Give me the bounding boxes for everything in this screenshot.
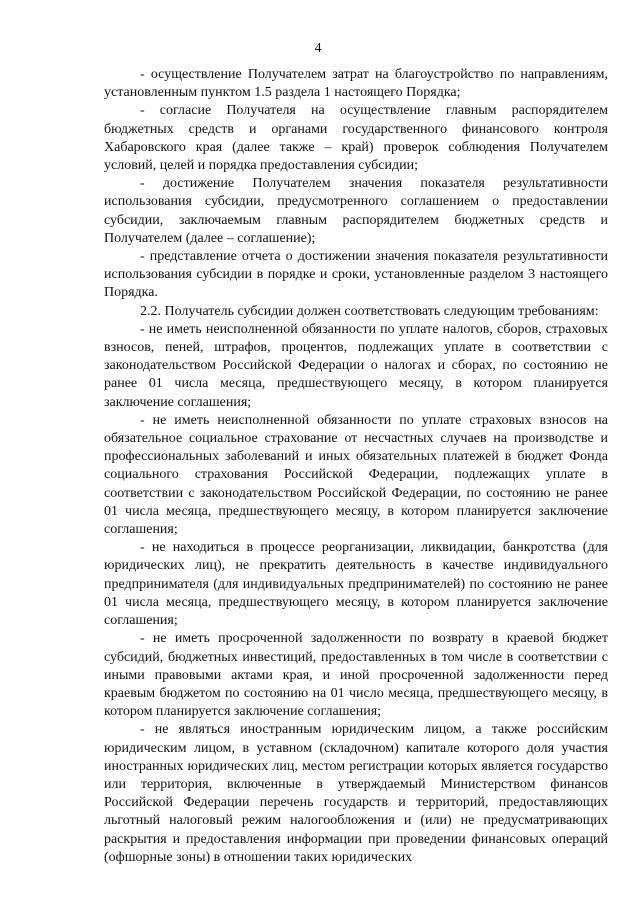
paragraph: - не иметь неисполненной обязанности по уплате налогов, сборов, страховых взносов, пеней, штрафов, процентов, подлежащих уплате в соответствии с законодательством Российской Федерации о налогах и сборах, по состоянию не ранее 01 числа месяца, предшествующего месяцу, в котором планируется заключение соглашения; (104, 321, 608, 410)
paragraph: 2.2. Получатель субсидии должен соответствовать следующим требованиям: (140, 303, 599, 319)
paragraph: - достижение Получателем значения показателя результативности использования субсидии, предусмотренного соглашением о предоставлении субсидии, заключаемым главным распорядителем бюджетных средств и Получателем (далее – соглашение); (104, 176, 608, 246)
paragraph: - осуществление Получателем затрат на благоустройство по направлениям, установленным пунктом 1.5 раздела 1 настоящего Порядка; (104, 67, 608, 101)
paragraph: - согласие Получателя на осуществление главным распорядителем бюджетных средств и органами государственного финансового контроля Хабаровского края (далее также – край) проверок соблюдения Получателем условий, целей и порядка предоставления субсидии; (104, 103, 608, 174)
page-number: 4 (314, 41, 322, 56)
document-body (104, 66, 608, 867)
paragraph: - представление отчета о достижении значения показателя результативности использования субсидии в порядке и сроки, установленные разделом 3 настоящего Порядка. (104, 249, 608, 301)
paragraph: - не иметь просроченной задолженности по возврату в краевой бюджет субсидий, бюджетных инвестиций, предоставленных в том числе в соответствии с иными правовыми актами края, и иной просроченной задолженности перед краевым бюджетом по состоянию на 01 число месяца, предшествующего месяцу, в котором планируется заключение соглашения; (104, 631, 608, 720)
paragraph: - не иметь неисполненной обязанности по уплате страховых взносов на обязательное социальное страхование от несчастных случаев на производстве и профессиональных заболеваний и иных обязательных платежей в бюджет Фонда социального страхования Российской Федерации, подлежащих уплате в соответствии с законодательством Российской Федерации, по состоянию не ранее 01 числа месяца, предшествующего месяцу, в котором планируется заключение соглашения; (104, 412, 608, 538)
paragraph: - не являться иностранным юридическим лицом, а также российским юридическим лицом, в уставном (складочном) капитале которого доля участия иностранных юридических лиц, местом регистрации которых является государство или территория, включенные в утверждаемый Министерством финансов Российской Федерации перечень государств и территорий, предоставляющих льготный налоговый режим налогообложения и (или) не предусматривающих раскрытия и предоставления информации при проведении финансовых операций (офшорные зоны) в отношении таких юридических (104, 722, 608, 865)
paragraph: - не находиться в процессе реорганизации, ликвидации, банкротства (для юридических лиц), не прекратить деятельность в качестве индивидуального предпринимателя (для индивидуальных предпринимателей) по состоянию не ранее 01 числа месяца, предшествующего месяцу, в котором планируется заключение соглашения; (104, 540, 608, 629)
